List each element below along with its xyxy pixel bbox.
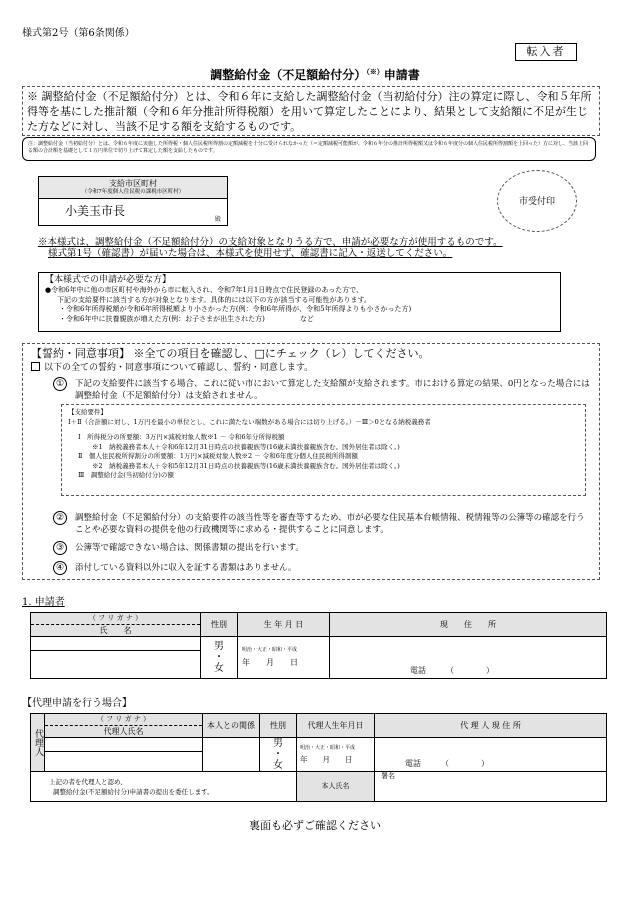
requirements-line: Ⅰ 所得税分の所要額：3万円×減税対象人数※1 － 令和6年分所得税額 <box>78 433 285 441</box>
agree-label: 以下の全ての誓約・同意事項について確認し、誓約・同意します。 <box>44 363 314 373</box>
gender-field[interactable] <box>201 637 238 679</box>
gender-label: 性別 <box>201 613 238 637</box>
male-option[interactable]: 男 <box>273 738 283 749</box>
requirements-line: ※1 納税義務者本人＋令和6年12月31日時点の扶養親族等(16歳未満扶養親族含む。国外居住者は除く。) <box>92 442 400 451</box>
proxy-name-label: 代理人氏名 <box>45 726 203 738</box>
male-option[interactable]: 男 <box>214 641 224 652</box>
proxy-furigana-label: （ フ リ ガ ナ ） <box>45 714 203 726</box>
payment-city-box <box>38 176 228 226</box>
ymd-label: 年 月 日 <box>242 657 298 667</box>
requirement-line: 下記の支給要件に該当する方が対象となります。具体的には以下の方が該当する可能性があります。 <box>57 295 371 304</box>
proxy-section-heading: 【代理申請を行う場合】 <box>22 698 132 709</box>
warning-line-1: ※本様式は、調整給付金（不足額給付分）の支給対象となりうる方で、申請が必要な方が使用するものです。 <box>38 237 503 248</box>
proxy-name-field[interactable] <box>45 752 203 772</box>
dob-field[interactable] <box>238 637 330 679</box>
address-field[interactable] <box>330 637 607 679</box>
female-option[interactable]: 女 <box>214 663 224 674</box>
form-number: 様式第2号（第6条関係） <box>22 28 135 39</box>
title-main: 調整給付金（不足額給付分） <box>210 68 367 82</box>
proxy-address-label: 代 理 人 現 住 所 <box>375 714 607 738</box>
delegation-line-2: 調整給付金(不足額給付分)申請書の提出を委任します。 <box>53 787 214 796</box>
phone-label: 電話 （ ） <box>405 759 489 768</box>
requirement-line: ●令和6年中に他の市区町村や海外から市に転入され、令和7年1月1日時点で住民登録のあった方で、 <box>45 286 364 294</box>
city-head-label: 支給市区町村 <box>109 179 157 188</box>
name-field[interactable] <box>31 651 201 679</box>
proxy-table <box>30 713 607 802</box>
proxy-gender-label: 性別 <box>260 714 297 738</box>
usage-warning <box>38 237 598 259</box>
item-number: ④ <box>53 561 67 575</box>
dob-label: 生 年 月 日 <box>238 613 330 637</box>
page-title <box>0 68 630 83</box>
agree-checkbox[interactable] <box>31 362 40 371</box>
pledge-item-text: 下記の支給要件に該当する場合、これに従い市において算定した支給額が支給されます。市における算定の結果、0円となった場合には調整給付金（不足額給付分）は支給されません。 <box>75 379 590 401</box>
ymd-label: 年 月 日 <box>300 754 353 764</box>
requirements-heading: 【支給要件】 <box>68 408 107 416</box>
proxy-dob-label: 代理人生年月日 <box>297 714 375 738</box>
female-option[interactable]: 女 <box>273 760 283 771</box>
separator: ・ <box>214 652 224 663</box>
furigana-label: （ フ リ ガ ナ ） <box>31 613 201 625</box>
payment-requirements-box <box>61 404 586 496</box>
relation-field[interactable] <box>203 738 260 772</box>
pledge-item-2 <box>53 512 593 536</box>
applicant-section-heading: 1. 申請者 <box>22 597 65 608</box>
requirement-line: ・令和6年所得税額が令和6年所得税額より小さかった方(例：令和6年所得が、令和5年所得よりも小さかった方) <box>59 305 412 313</box>
back-page-reminder: 裏面も必ずご確認ください <box>249 819 381 832</box>
warning-line-2: 様式第1号（確認書）が届いた場合は、本様式を使用せず、確認書に記入・返送してください。 <box>48 248 453 259</box>
intro-text: ※ 調整給付金（不足額給付分）とは、令和６年に支給した調整給付金（当初給付分）注の算定に際し、令和５年所得等を基にした推計額（令和６年分推計所得税額）を用いて算定したことにより、結果として支給額に不足が生じた方などに対し、当該不足する額を支給するものです。 <box>22 86 600 136</box>
item-number: ② <box>53 511 67 525</box>
requirements-line: Ⅲ 調整給付金(当初給付分)の額 <box>78 471 174 479</box>
delegation-statement <box>31 772 297 802</box>
pledge-check-row <box>31 361 591 375</box>
pledge-item-text: 添付している資料以外に収入を証する書類はありません。 <box>75 563 297 573</box>
separator: ・ <box>273 749 283 760</box>
furigana-field[interactable] <box>31 637 201 651</box>
title-sup: （※） <box>366 67 384 76</box>
signature-field[interactable] <box>375 772 607 802</box>
name-label: 氏 名 <box>31 625 201 637</box>
city-sub-label: （令和7年度個人住民税の課税市区町村） <box>81 189 185 195</box>
pledge-item-4 <box>53 562 593 574</box>
applicant-table <box>30 612 607 679</box>
city-header <box>39 177 227 199</box>
proxy-dob-field[interactable] <box>297 738 375 772</box>
signature-label: 署名 <box>381 772 395 780</box>
relation-label: 本人との関係 <box>203 714 260 738</box>
city-name: 小美玉市長 <box>65 204 126 218</box>
principal-name-label: 本人氏名 <box>297 772 375 802</box>
pledge-item-text: 調整給付金（不足額給付分）の支給要件の該当性等を審査等するため、市が必要な住民基本台帳情報、税情報等の公簿等の確認を行うことや必要な資料の提供を他の行政機関等に求める・提供することに同意します。 <box>75 513 585 535</box>
address-label: 現 住 所 <box>330 613 607 637</box>
pledge-item-text: 公簿等で確認できない場合は、関係書類の提出を行います。 <box>75 543 304 553</box>
pledge-heading: 【誓約・同意事項】 ※全ての項目を確認し、□にチェック（レ）してください。 <box>31 347 430 360</box>
pledge-item-1 <box>53 378 593 402</box>
item-number: ① <box>53 377 67 391</box>
era-options: 明治・大正・昭和・平成 <box>242 647 298 654</box>
reception-stamp-area: 市受付印 <box>497 170 577 232</box>
requirement-line: ・令和6年中に扶養親族が増えた方(例：お子さまが出生された方) など <box>59 314 314 323</box>
footnote: 注：調整給付金（当初給付分）とは、令和６年度に実施した所得税・個人住民税所得割の定額減税を十分に受けられなかった（＝定額減税可能額が、令和６年分の推計所得税額又は令和６年度分の個人住民税所得割額を上回った）方に対し、当該上回る額の合計額を基礎として１万円単位で切り上げて算定した額を支給したものです。 <box>22 137 596 161</box>
requirements-line: ※2 納税義務者本人＋令和5年12月31日時点の扶養親族等(16歳未満扶養親族含む。国外居住者は除く。) <box>92 461 400 470</box>
requirement-box <box>38 272 561 332</box>
requirements-line: Ⅰ＋Ⅱ（合計額に対し、1万円を最小の単位とし、これに満たない端数がある場合には切り上げる。）－Ⅲ＞0となる納税義務者 <box>68 417 431 426</box>
requirement-heading: 【本様式での申請が必要な方】 <box>45 275 172 285</box>
proxy-furigana-field[interactable] <box>45 738 203 752</box>
requirements-line: Ⅱ 個人住民税所得割分の所要額：1万円×減税対象人数※2 － 令和6年度分個人住民税所得割額 <box>78 452 358 460</box>
era-options: 明治・大正・昭和・平成 <box>300 744 356 751</box>
item-number: ③ <box>53 541 67 555</box>
phone-label: 電話 （ ） <box>410 666 494 675</box>
transfer-in-badge: 転入者 <box>515 43 577 61</box>
honorific: 殿 <box>214 215 221 223</box>
proxy-address-field[interactable] <box>375 738 607 772</box>
pledge-section <box>22 343 600 580</box>
delegation-line-1: 上記の者を代理人と認め、 <box>49 777 127 786</box>
proxy-gender-field[interactable] <box>260 738 297 772</box>
pledge-item-3 <box>53 542 593 554</box>
title-suffix: 申請書 <box>383 68 420 82</box>
proxy-side-label: 代理人 <box>31 714 45 772</box>
